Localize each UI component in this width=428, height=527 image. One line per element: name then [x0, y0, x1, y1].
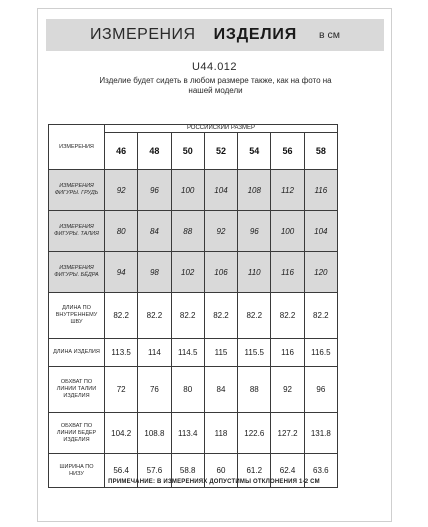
table-cell: 112: [271, 170, 304, 211]
table-cell: 56.4: [105, 454, 138, 488]
table-cell: 116: [304, 170, 337, 211]
table-cell: 96: [238, 211, 271, 252]
table-cell: 102: [171, 252, 204, 293]
size-table: [48, 124, 338, 488]
table-cell: 62.4: [271, 454, 304, 488]
table-cell: 110: [238, 252, 271, 293]
table-cell: 84: [138, 211, 171, 252]
table-cell: 116: [271, 252, 304, 293]
table-cell: 115: [204, 339, 237, 367]
table-cell: 80: [171, 367, 204, 413]
table-cell: 115.5: [238, 339, 271, 367]
table-cell: 84: [204, 367, 237, 413]
size-header: 50: [171, 133, 204, 170]
row-label: ДЛИНА ПО ВНУТРЕННЕМУ ШВУ: [49, 293, 105, 339]
row-label: ШИРИНА ПО НИЗУ: [49, 454, 105, 488]
title-product: ИЗДЕЛИЯ: [213, 26, 298, 43]
table-cell: 116: [271, 339, 304, 367]
table-cell: 82.2: [138, 293, 171, 339]
table-cell: 114: [138, 339, 171, 367]
row-label: ИЗМЕРЕНИЯ ФИГУРЫ. БЁДРА: [49, 252, 105, 293]
table-cell: 120: [304, 252, 337, 293]
table-cell: 57.6: [138, 454, 171, 488]
table-row-waist-figure: [49, 211, 338, 252]
table-cell: 116.5: [304, 339, 337, 367]
table-cell: 104: [304, 211, 337, 252]
table-cell: 61.2: [238, 454, 271, 488]
table-row-inseam: [49, 293, 338, 339]
table-row-product-length: [49, 339, 338, 367]
table-row-chest: [49, 170, 338, 211]
table-cell: 113.5: [105, 339, 138, 367]
table-cell: 94: [105, 252, 138, 293]
table-cell: 131.8: [304, 413, 337, 454]
table-cell: 108.8: [138, 413, 171, 454]
fit-description-line-1: Изделие будет сидеть в любом размере также, как на фото на: [99, 76, 332, 85]
table-cell: 76: [138, 367, 171, 413]
row-label: ОБХВАТ ПО ЛИНИИ БЕДЕР ИЗДЕЛИЯ: [49, 413, 105, 454]
table-cell: 100: [271, 211, 304, 252]
title-band: [46, 19, 384, 51]
product-code: U44.012: [191, 61, 238, 73]
table-cell: 88: [238, 367, 271, 413]
fit-description-line-2: нашей модели: [188, 86, 243, 95]
tolerance-note: ПРИМЕЧАНИЕ: В ИЗМЕРЕНИЯХ ДОПУСТИМЫ ОТКЛОНЕНИЯ 1-2 СМ: [108, 479, 320, 485]
table-cell: 98: [138, 252, 171, 293]
table-cell: 96: [304, 367, 337, 413]
table-cell: 108: [238, 170, 271, 211]
table-cell: 92: [271, 367, 304, 413]
table-cell: 100: [171, 170, 204, 211]
table-cell: 72: [105, 367, 138, 413]
size-header: 52: [204, 133, 237, 170]
table-cell: 82.2: [238, 293, 271, 339]
table-row-hips-figure: [49, 252, 338, 293]
title-measurements: ИЗМЕРЕНИЯ: [89, 26, 196, 43]
table-cell: 88: [171, 211, 204, 252]
row-label: ИЗМЕРЕНИЯ ФИГУРЫ. ТАЛИЯ: [49, 211, 105, 252]
corner-label: ИЗМЕРЕНИЯ: [49, 125, 105, 170]
table-cell: 106: [204, 252, 237, 293]
table-cell: 118: [204, 413, 237, 454]
table-cell: 92: [105, 170, 138, 211]
table-cell: 92: [204, 211, 237, 252]
table-cell: 82.2: [204, 293, 237, 339]
size-caption-row: [49, 125, 338, 133]
table-cell: 58.8: [171, 454, 204, 488]
table-row-product-waist: [49, 367, 338, 413]
table-cell: 82.2: [105, 293, 138, 339]
table-cell: 113.4: [171, 413, 204, 454]
size-header: 46: [105, 133, 138, 170]
table-cell: 82.2: [271, 293, 304, 339]
table-cell: 80: [105, 211, 138, 252]
table-cell: 60: [204, 454, 237, 488]
size-header: 58: [304, 133, 337, 170]
table-cell: 127.2: [271, 413, 304, 454]
table-cell: 82.2: [304, 293, 337, 339]
fit-description: [78, 76, 353, 96]
title-unit: в см: [319, 29, 340, 41]
table-cell: 96: [138, 170, 171, 211]
table-cell: 114.5: [171, 339, 204, 367]
row-label: ОБХВАТ ПО ЛИНИИ ТАЛИИ ИЗДЕЛИЯ: [49, 367, 105, 413]
table-cell: 82.2: [171, 293, 204, 339]
size-header: 56: [271, 133, 304, 170]
table-row-product-hips: [49, 413, 338, 454]
size-header: 54: [238, 133, 271, 170]
size-header: 48: [138, 133, 171, 170]
row-label: ИЗМЕРЕНИЯ ФИГУРЫ. ГРУДЬ: [49, 170, 105, 211]
table-cell: 122.6: [238, 413, 271, 454]
size-caption: РОССИЙСКИЙ РАЗМЕР: [105, 125, 338, 133]
table-cell: 104: [204, 170, 237, 211]
table-cell: 63.6: [304, 454, 337, 488]
row-label: ДЛИНА ИЗДЕЛИЯ: [49, 339, 105, 367]
table-cell: 104.2: [105, 413, 138, 454]
